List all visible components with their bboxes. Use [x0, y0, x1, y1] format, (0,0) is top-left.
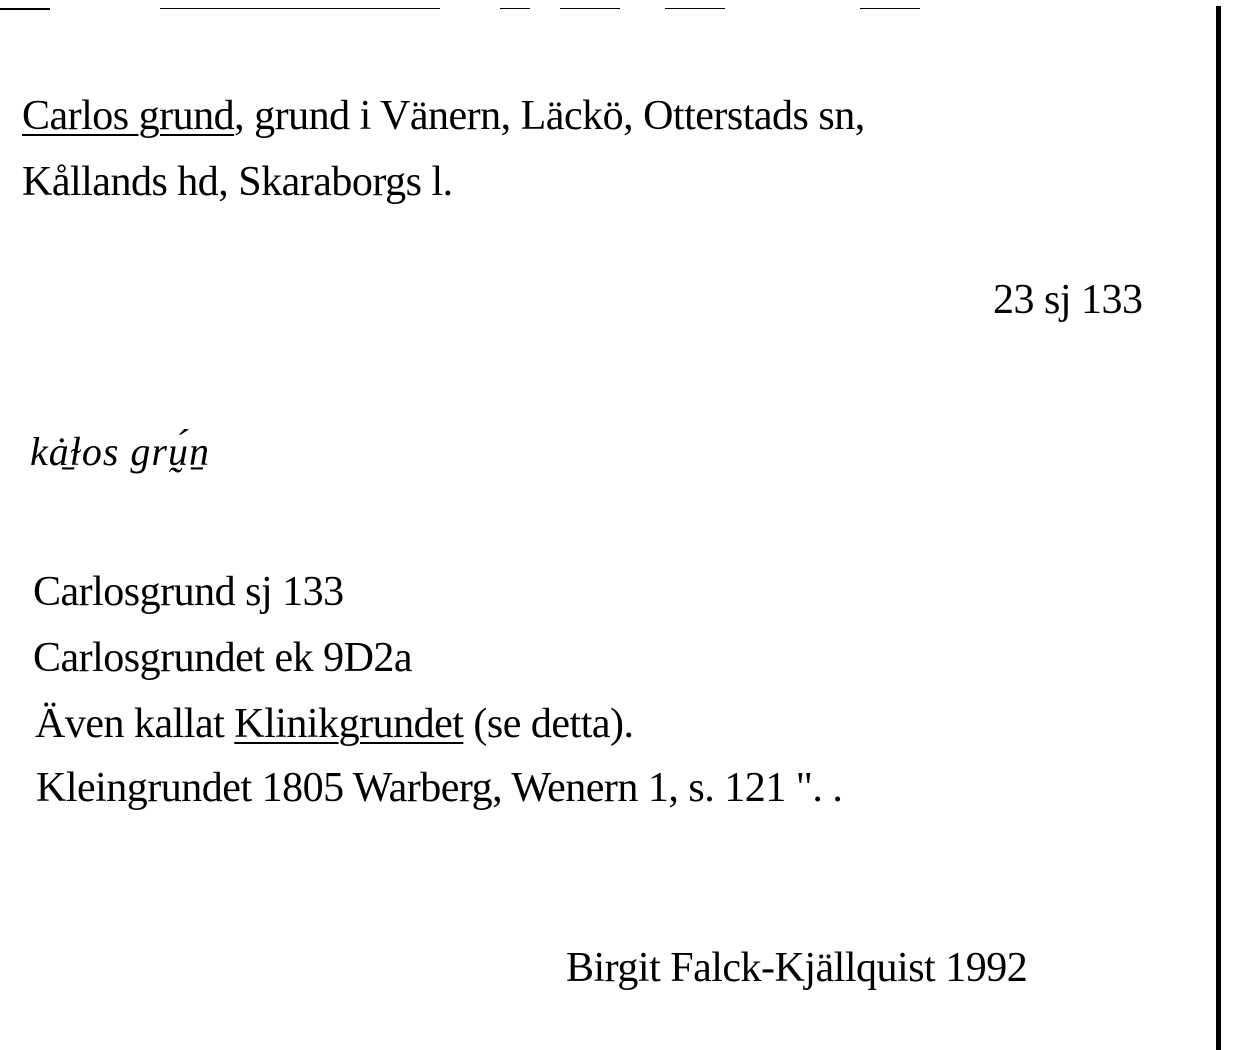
source-line-4: Kleingrundet 1805 Warberg, Wenern 1, s. 121 ". . [36, 765, 843, 811]
entry-line-2: Kållands hd, Skaraborgs l. [22, 159, 453, 205]
top-rule [560, 8, 620, 9]
source-line-2: Carlosgrundet ek 9D2a [33, 635, 413, 681]
source-line-3-suffix: (se detta). [463, 701, 634, 747]
cross-reference: Klinikgrundet [234, 701, 464, 747]
pronunciation: kȧ̱ɫos grṵ́ṉ [30, 429, 210, 474]
source-line-3 [35, 700, 634, 748]
card-right-edge [1216, 6, 1221, 1050]
top-rule [160, 8, 440, 9]
top-rule [665, 8, 725, 9]
top-rule [500, 8, 530, 9]
headword: Carlos grund [22, 93, 235, 139]
top-rule [0, 8, 50, 10]
signature: Birgit Falck-Kjällquist 1992 [566, 945, 1028, 991]
source-line-1: Carlosgrund sj 133 [33, 569, 344, 615]
source-line-3-prefix: Även kallat [35, 701, 235, 747]
entry-description: , grund i Vänern, Läckö, Otterstads sn, [234, 93, 865, 139]
top-rule [860, 8, 920, 9]
entry-line-1 [22, 92, 865, 140]
map-reference: 23 sj 133 [993, 277, 1143, 323]
